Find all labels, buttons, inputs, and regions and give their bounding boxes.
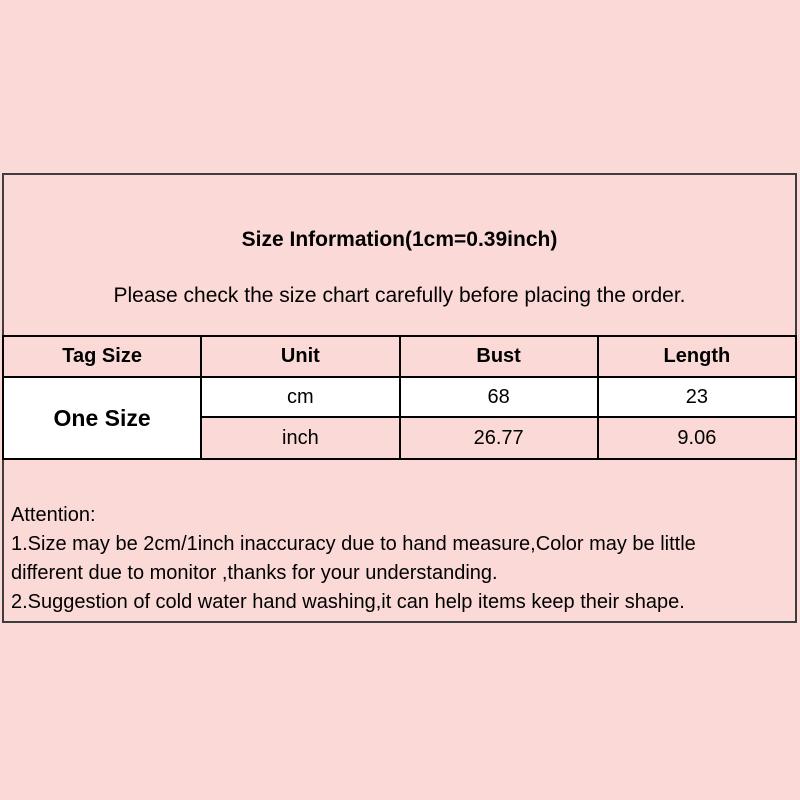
length-cm-cell: 23 xyxy=(598,377,796,417)
length-inch-cell: 9.06 xyxy=(598,417,796,459)
bust-inch-cell: 26.77 xyxy=(400,417,598,459)
attention-line-3: 2.Suggestion of cold water hand washing,it can help items keep their shape. xyxy=(11,591,685,613)
table-row-cm xyxy=(3,377,796,417)
panel-header xyxy=(4,175,795,335)
size-info-panel xyxy=(2,173,797,623)
col-header-bust: Bust xyxy=(400,336,598,377)
attention-line-2: different due to monitor ,thanks for your understanding. xyxy=(11,562,498,584)
size-table xyxy=(2,335,797,460)
attention-heading: Attention: xyxy=(11,504,96,526)
col-header-tag-size: Tag Size xyxy=(3,336,201,377)
unit-cm-cell: cm xyxy=(201,377,399,417)
subtitle-note: Please check the size chart carefully before placing the order. xyxy=(113,284,686,307)
tag-size-cell: One Size xyxy=(3,377,201,459)
col-header-unit: Unit xyxy=(201,336,399,377)
table-header-row xyxy=(3,336,796,377)
bust-cm-cell: 68 xyxy=(400,377,598,417)
unit-inch-cell: inch xyxy=(201,417,399,459)
attention-section xyxy=(4,460,795,621)
col-header-length: Length xyxy=(598,336,796,377)
attention-line-1: 1.Size may be 2cm/1inch inaccuracy due to hand measure,Color may be little xyxy=(11,533,696,555)
page-title: Size Information(1cm=0.39inch) xyxy=(241,228,558,251)
